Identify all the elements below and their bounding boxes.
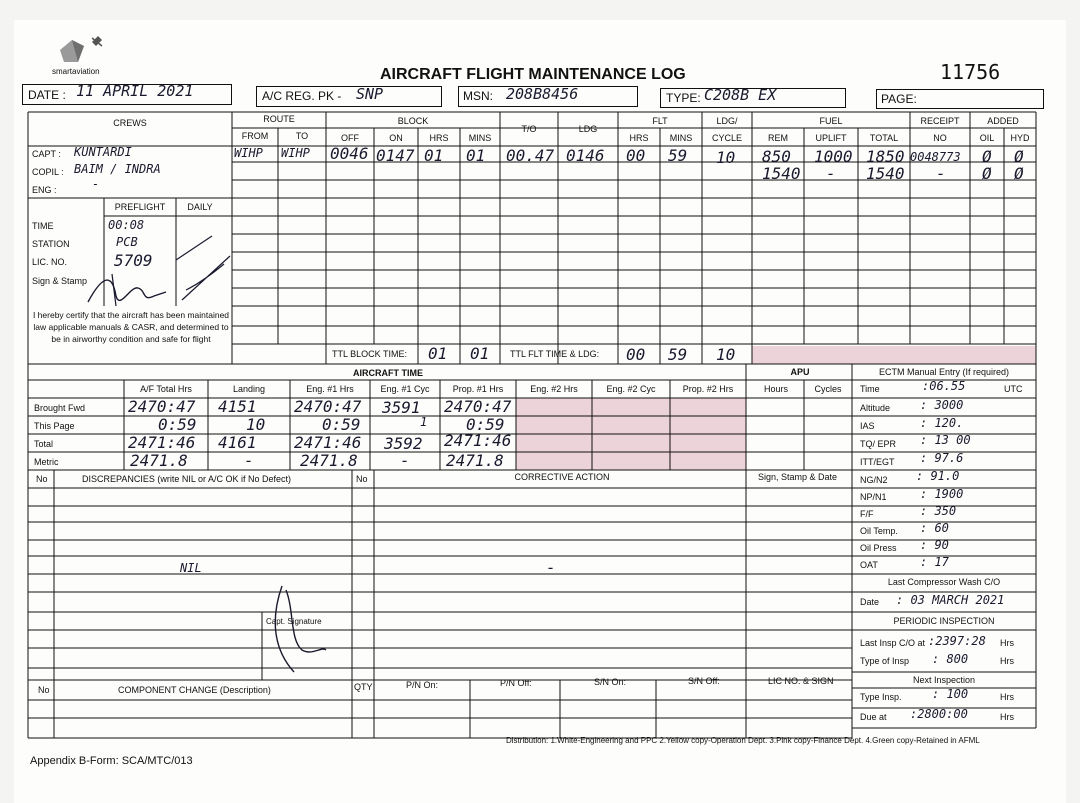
next-type-label: Type Insp. bbox=[860, 692, 902, 702]
col-from: FROM bbox=[241, 131, 269, 141]
tot-eng1cyc[interactable]: 3592 bbox=[384, 434, 423, 453]
corr-no-label: No bbox=[356, 474, 368, 484]
tp-landing[interactable]: 10 bbox=[246, 415, 266, 434]
sign-stamp-date-label: Sign, Stamp & Date bbox=[758, 472, 838, 482]
col-flt-hrs: HRS bbox=[629, 133, 649, 143]
next-due-value[interactable]: :2800:00 bbox=[910, 707, 968, 721]
met-eng1hrs[interactable]: 2471.8 bbox=[300, 451, 358, 470]
compressor-date-value[interactable]: : 03 MARCH 2021 bbox=[896, 593, 1005, 607]
capt-value[interactable]: KUNTARDI bbox=[74, 145, 132, 159]
comp-sn-on: S/N On: bbox=[594, 677, 627, 687]
col-on: ON bbox=[389, 133, 403, 143]
met-landing[interactable]: - bbox=[244, 451, 254, 470]
flight-takeoff[interactable]: 00.47 bbox=[506, 146, 555, 165]
capt-signature-label: Capt. Signature bbox=[266, 617, 322, 626]
col-to-time: T/O bbox=[521, 124, 537, 134]
ectm-itt-value[interactable]: : 97.6 bbox=[920, 451, 964, 465]
col-block: BLOCK bbox=[397, 116, 429, 126]
ectm-tq-value[interactable]: : 13 00 bbox=[920, 433, 971, 447]
ectm-itt-label: ITT/EGT bbox=[860, 457, 895, 467]
periodic-last-unit: Hrs bbox=[1000, 638, 1014, 648]
type-label: TYPE: bbox=[666, 91, 701, 105]
met-af[interactable]: 2471.8 bbox=[130, 451, 188, 470]
fuel-uplift-2[interactable]: - bbox=[826, 164, 836, 183]
added-oil-2[interactable]: Ø bbox=[982, 164, 992, 183]
col-hyd: HYD bbox=[1010, 133, 1030, 143]
periodic-title: PERIODIC INSPECTION bbox=[893, 616, 995, 626]
col-total: TOTAL bbox=[869, 133, 899, 143]
ectm-time-value[interactable]: :06.55 bbox=[922, 379, 966, 393]
tot-eng1hrs[interactable]: 2471:46 bbox=[294, 433, 362, 452]
col-off: OFF bbox=[341, 133, 359, 143]
comp-pn-off: P/N Off: bbox=[500, 678, 532, 688]
disc-title: DISCREPANCIES (write NIL or A/C OK if No Defect) bbox=[82, 474, 292, 484]
next-title: Next Inspection bbox=[912, 675, 976, 685]
col-fuel: FUEL bbox=[819, 116, 843, 126]
hdr-eng1-hrs: Eng. #1 Hrs bbox=[306, 384, 354, 394]
col-added: ADDED bbox=[987, 116, 1019, 126]
bf-af[interactable]: 2470:47 bbox=[128, 397, 196, 416]
hdr-prop2-hrs: Prop. #2 Hrs bbox=[682, 384, 734, 394]
comp-title: COMPONENT CHANGE (Description) bbox=[118, 685, 271, 695]
col-flt: FLT bbox=[652, 116, 668, 126]
ectm-oiltemp-value[interactable]: : 60 bbox=[920, 521, 949, 535]
ectm-np-label: NP/N1 bbox=[860, 492, 887, 502]
form-title: AIRCRAFT FLIGHT MAINTENANCE LOG bbox=[380, 66, 686, 83]
col-route: ROUTE bbox=[263, 114, 295, 124]
col-flt-mins: MINS bbox=[669, 133, 693, 143]
row-brought-fwd: Brought Fwd bbox=[34, 403, 86, 413]
engineer-signature bbox=[82, 266, 172, 312]
ectm-title: ECTM Manual Entry (If required) bbox=[878, 367, 1010, 377]
row-this-page: This Page bbox=[34, 421, 75, 431]
periodic-type-unit: Hrs bbox=[1000, 656, 1014, 666]
ectm-ng-value[interactable]: : 91.0 bbox=[916, 469, 960, 483]
msn-value[interactable]: 208B8456 bbox=[506, 85, 579, 103]
periodic-type-label: Type of Insp bbox=[860, 656, 910, 666]
ttl-block-label: TTL BLOCK TIME: bbox=[332, 349, 408, 359]
next-type-unit: Hrs bbox=[1000, 692, 1014, 702]
ectm-ias-value[interactable]: : 120. bbox=[920, 416, 964, 430]
ectm-alt-value[interactable]: : 3000 bbox=[920, 398, 964, 412]
comp-pn-on: P/N On: bbox=[406, 680, 439, 690]
tp-eng1hrs[interactable]: 0:59 bbox=[322, 415, 361, 434]
col-receipt-2: NO bbox=[933, 133, 947, 143]
next-due-unit: Hrs bbox=[1000, 712, 1014, 722]
tot-prop1[interactable]: 2471:46 bbox=[444, 431, 512, 450]
ectm-alt-label: Altitude bbox=[860, 403, 891, 413]
capt-label: CAPT : bbox=[32, 149, 61, 159]
lic-value[interactable]: 5709 bbox=[114, 251, 153, 270]
col-rem: REM bbox=[768, 133, 788, 143]
daily-label: DAILY bbox=[187, 202, 213, 212]
flight-landing[interactable]: 0146 bbox=[566, 146, 605, 165]
periodic-last-value[interactable]: :2397:28 bbox=[928, 634, 986, 648]
appendix-label: Appendix B-Form: SCA/MTC/013 bbox=[30, 755, 193, 767]
compressor-date-label: Date bbox=[860, 597, 880, 607]
station-label: STATION bbox=[32, 239, 70, 249]
ttl-flt-ldg[interactable]: 10 bbox=[716, 345, 736, 364]
next-type-value[interactable]: : 100 bbox=[932, 687, 969, 701]
compressor-title: Last Compressor Wash C/O bbox=[887, 577, 1001, 587]
flight-flt-mins[interactable]: 59 bbox=[668, 146, 688, 165]
comp-no-label: No bbox=[38, 685, 50, 695]
brand-name: smartaviation bbox=[52, 67, 100, 76]
sign-stamp-label: Sign & Stamp bbox=[32, 276, 88, 286]
fuel-receipt-2[interactable]: - bbox=[936, 164, 946, 183]
ectm-time-unit: UTC bbox=[1004, 384, 1023, 394]
bf-landing[interactable]: 4151 bbox=[218, 397, 257, 416]
fuel-rem-2[interactable]: 1540 bbox=[762, 164, 801, 183]
bf-eng1hrs[interactable]: 2470:47 bbox=[294, 397, 362, 416]
hdr-apu-cycles: Cycles bbox=[814, 384, 842, 394]
copil-label: COPIL : bbox=[32, 167, 64, 177]
date-label: DATE : bbox=[28, 88, 66, 102]
ectm-time-label: Time bbox=[860, 384, 880, 394]
type-value[interactable]: C208B EX bbox=[704, 86, 777, 104]
fuel-uplift-1[interactable]: 1000 bbox=[814, 147, 853, 166]
col-ldg-cycle-1: LDG/ bbox=[716, 116, 738, 126]
added-oil-1[interactable]: Ø bbox=[982, 147, 992, 166]
reg-value[interactable]: SNP bbox=[356, 85, 384, 103]
col-receipt-1: RECEIPT bbox=[920, 116, 960, 126]
flight-on[interactable]: 0147 bbox=[376, 146, 415, 165]
serial-number: 11756 bbox=[940, 60, 1001, 84]
met-prop1[interactable]: 2471.8 bbox=[446, 451, 504, 470]
ectm-ff-value[interactable]: : 350 bbox=[920, 504, 957, 518]
ttl-flt-mins[interactable]: 59 bbox=[668, 345, 688, 364]
apu-title: APU bbox=[790, 367, 810, 377]
ectm-oiltemp-label: Oil Temp. bbox=[860, 526, 898, 536]
flight-flt-hrs[interactable]: 00 bbox=[626, 146, 646, 165]
tot-landing[interactable]: 4161 bbox=[218, 433, 257, 452]
col-block-mins: MINS bbox=[468, 133, 492, 143]
ectm-ias-label: IAS bbox=[860, 421, 875, 431]
preflight-label: PREFLIGHT bbox=[114, 202, 166, 212]
distribution-note: Distribution: 1.White-Engineering and PPC 2.Yellow copy-Operation Dept. 3.Pink copy-Finance Dept. 4.Green copy-Retained in AFML bbox=[506, 736, 980, 745]
fuel-rem-1[interactable]: 850 bbox=[762, 147, 791, 166]
reg-label: A/C REG. PK - bbox=[262, 89, 342, 103]
flight-from[interactable]: WIHP bbox=[234, 146, 263, 160]
row-metric: Metric bbox=[34, 457, 59, 467]
station-value[interactable]: PCB bbox=[116, 235, 138, 249]
daily-stamp-signature bbox=[172, 230, 234, 304]
ectm-ff-label: F/F bbox=[860, 509, 874, 519]
comp-qty: QTY bbox=[354, 682, 373, 692]
ectm-oat-label: OAT bbox=[860, 560, 878, 570]
row-total: Total bbox=[34, 439, 54, 449]
flight-to[interactable]: WIHP bbox=[281, 146, 310, 160]
next-due-label: Due at bbox=[860, 712, 887, 722]
col-ldg: LDG bbox=[578, 124, 598, 134]
captain-signature bbox=[266, 580, 336, 680]
ttl-flt-hrs[interactable]: 00 bbox=[626, 345, 646, 364]
flight-off[interactable]: 0046 bbox=[330, 144, 369, 163]
ttl-flt-label: TTL FLT TIME & LDG: bbox=[510, 349, 600, 359]
ectm-oat-value[interactable]: : 17 bbox=[920, 555, 949, 569]
fuel-total-2[interactable]: 1540 bbox=[866, 164, 905, 183]
col-uplift: UPLIFT bbox=[815, 133, 847, 143]
added-hyd-2[interactable]: Ø bbox=[1014, 164, 1024, 183]
tp-af[interactable]: 0:59 bbox=[158, 415, 197, 434]
msn-label: MSN: bbox=[463, 89, 493, 103]
bf-eng1cyc[interactable]: 3591 bbox=[382, 398, 421, 417]
corr-title: CORRECTIVE ACTION bbox=[514, 472, 610, 482]
bf-prop1[interactable]: 2470:47 bbox=[444, 397, 512, 416]
ttl-block-mins[interactable]: 01 bbox=[470, 344, 490, 363]
comp-lic-sign: LIC NO. & SIGN bbox=[768, 676, 834, 686]
eng-value[interactable]: - bbox=[92, 177, 100, 191]
copil-value[interactable]: BAIM / INDRA bbox=[74, 162, 161, 176]
tot-af[interactable]: 2471:46 bbox=[128, 433, 196, 452]
hdr-eng2-cyc: Eng. #2 Cyc bbox=[606, 384, 656, 394]
hdr-apu-hours: Hours bbox=[763, 384, 789, 394]
flight-cycle[interactable]: 10 bbox=[716, 148, 736, 167]
flight-block-hrs[interactable]: 01 bbox=[424, 146, 444, 165]
tp-prop1[interactable]: 0:59 bbox=[466, 415, 505, 434]
hdr-af-total: A/F Total Hrs bbox=[140, 384, 192, 394]
col-ldg-cycle-2: CYCLE bbox=[711, 133, 743, 143]
comp-sn-off: S/N Off: bbox=[688, 676, 720, 686]
col-oil: OIL bbox=[979, 133, 995, 143]
fuel-total-1[interactable]: 1850 bbox=[866, 147, 905, 166]
hdr-eng1-cyc: Eng. #1 Cyc bbox=[380, 384, 430, 394]
periodic-last-label: Last Insp C/O at bbox=[860, 638, 926, 648]
tp-eng1cyc[interactable]: 1 bbox=[420, 415, 428, 429]
page-label: PAGE: bbox=[881, 92, 917, 106]
ttl-block-hrs[interactable]: 01 bbox=[428, 344, 448, 363]
preflight-time[interactable]: 00:08 bbox=[108, 218, 145, 232]
corr-entry[interactable]: - bbox=[546, 558, 556, 577]
hdr-eng2-hrs: Eng. #2 Hrs bbox=[530, 384, 578, 394]
hdr-prop1-hrs: Prop. #1 Hrs bbox=[452, 384, 504, 394]
disc-entry[interactable]: NIL bbox=[180, 561, 202, 575]
met-eng1cyc[interactable]: - bbox=[400, 451, 410, 470]
col-block-hrs: HRS bbox=[429, 133, 449, 143]
time-label: TIME bbox=[32, 221, 54, 231]
aircraft-time-title: AIRCRAFT TIME bbox=[353, 368, 423, 378]
ectm-ng-label: NG/N2 bbox=[860, 475, 888, 485]
ectm-np-value[interactable]: : 1900 bbox=[920, 487, 964, 501]
ectm-oilpress-value[interactable]: : 90 bbox=[920, 538, 949, 552]
eng-label: ENG : bbox=[32, 185, 57, 195]
hdr-landing: Landing bbox=[232, 384, 266, 394]
fuel-receipt-1[interactable]: 0048773 bbox=[910, 150, 961, 164]
ectm-tq-label: TQ/ EPR bbox=[860, 439, 897, 449]
flight-block-mins[interactable]: 01 bbox=[466, 146, 486, 165]
disc-no-label: No bbox=[36, 474, 48, 484]
col-to: TO bbox=[295, 131, 309, 141]
date-value[interactable]: 11 APRIL 2021 bbox=[76, 82, 194, 100]
ectm-oilpress-label: Oil Press bbox=[860, 543, 897, 553]
added-hyd-1[interactable]: Ø bbox=[1014, 147, 1024, 166]
lic-label: LIC. NO. bbox=[32, 257, 68, 267]
certify-text: I hereby certify that the aircraft has been maintained law applicable manuals & CASR, and determined to be in airworthy condition and safe for flight bbox=[32, 310, 230, 344]
col-crews: CREWS bbox=[113, 118, 147, 128]
periodic-type-value[interactable]: : 800 bbox=[932, 652, 969, 666]
